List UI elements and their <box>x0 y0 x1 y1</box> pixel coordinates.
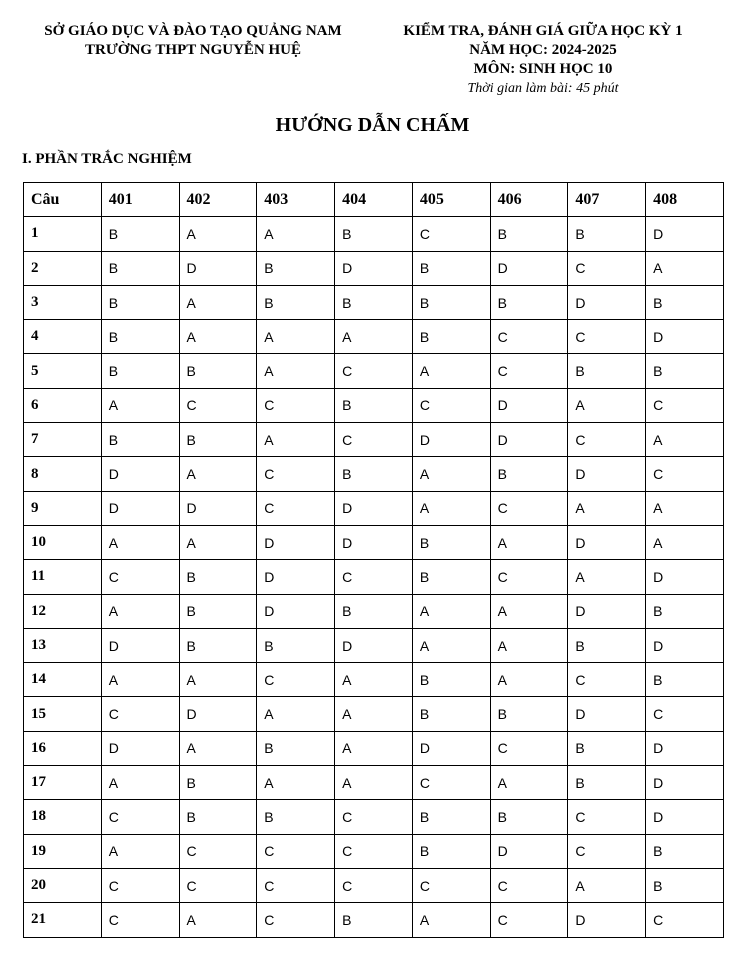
answer-cell: D <box>257 594 335 628</box>
answer-cell: B <box>257 628 335 662</box>
answer-cell: D <box>179 491 257 525</box>
answer-cell: D <box>490 423 568 457</box>
answer-cell: B <box>179 423 257 457</box>
answer-cell: A <box>412 628 490 662</box>
answer-cell: C <box>335 868 413 902</box>
answer-cell: D <box>568 285 646 319</box>
answer-cell: C <box>257 903 335 937</box>
table-row <box>24 560 724 594</box>
answer-cell: C <box>412 766 490 800</box>
answer-cell: A <box>101 594 179 628</box>
answer-cell: D <box>490 834 568 868</box>
section-title: I. PHẦN TRẮC NGHIỆM <box>22 151 192 167</box>
table-header-row <box>24 183 724 217</box>
answer-cell: B <box>335 388 413 422</box>
answer-cell: A <box>412 903 490 937</box>
answer-cell: D <box>179 697 257 731</box>
answer-cell: C <box>412 217 490 251</box>
table-row <box>24 491 724 525</box>
answer-cell: D <box>646 628 724 662</box>
column-header-question: Câu <box>24 183 102 217</box>
question-number-cell: 13 <box>24 628 102 662</box>
answer-cell: A <box>257 320 335 354</box>
answer-cell: B <box>179 628 257 662</box>
answer-cell: C <box>257 388 335 422</box>
answer-cell: B <box>101 320 179 354</box>
answer-cell: C <box>646 457 724 491</box>
answer-cell: B <box>646 663 724 697</box>
table-row <box>24 320 724 354</box>
answer-cell: B <box>412 800 490 834</box>
answer-cell: A <box>101 388 179 422</box>
answer-cell: A <box>568 560 646 594</box>
question-number-cell: 12 <box>24 594 102 628</box>
answer-cell: A <box>257 697 335 731</box>
answer-cell: C <box>568 251 646 285</box>
answer-cell: B <box>257 285 335 319</box>
answer-cell: D <box>335 628 413 662</box>
answer-cell: C <box>335 354 413 388</box>
question-number-cell: 3 <box>24 285 102 319</box>
answer-cell: A <box>646 251 724 285</box>
answer-cell: A <box>412 491 490 525</box>
answer-cell: C <box>335 560 413 594</box>
table-row <box>24 800 724 834</box>
table-row <box>24 423 724 457</box>
answer-cell: C <box>646 388 724 422</box>
question-number-cell: 15 <box>24 697 102 731</box>
subject: MÔN: SINH HỌC 10 <box>473 61 613 77</box>
table-row <box>24 663 724 697</box>
answer-cell: A <box>490 525 568 559</box>
answer-cell: D <box>568 594 646 628</box>
answer-cell: A <box>179 217 257 251</box>
answer-cell: D <box>335 251 413 285</box>
answer-cell: D <box>101 491 179 525</box>
answer-cell: C <box>646 903 724 937</box>
answer-cell: C <box>335 834 413 868</box>
answer-cell: A <box>335 320 413 354</box>
answer-cell: B <box>335 594 413 628</box>
answer-cell: D <box>412 423 490 457</box>
answer-cell: C <box>412 868 490 902</box>
answer-cell: D <box>179 251 257 285</box>
answer-cell: C <box>490 868 568 902</box>
column-header-exam-code: 401 <box>101 183 179 217</box>
answer-cell: D <box>646 731 724 765</box>
table-row <box>24 731 724 765</box>
answer-cell: C <box>568 423 646 457</box>
column-header-exam-code: 406 <box>490 183 568 217</box>
answer-cell: B <box>568 628 646 662</box>
answer-cell: A <box>646 423 724 457</box>
answer-cell: D <box>257 560 335 594</box>
table-row <box>24 525 724 559</box>
answer-cell: B <box>101 217 179 251</box>
time-limit: Thời gian làm bài: 45 phút <box>467 81 619 96</box>
answer-cell: A <box>179 285 257 319</box>
table-row <box>24 388 724 422</box>
answer-cell: B <box>101 285 179 319</box>
column-header-exam-code: 407 <box>568 183 646 217</box>
answer-cell: A <box>412 354 490 388</box>
answer-cell: B <box>646 354 724 388</box>
table-row <box>24 766 724 800</box>
answer-cell: B <box>646 868 724 902</box>
answer-cell: A <box>412 457 490 491</box>
answer-cell: A <box>335 766 413 800</box>
answer-cell: B <box>101 354 179 388</box>
answer-key-body <box>24 217 724 937</box>
answer-cell: D <box>335 491 413 525</box>
answer-cell: B <box>490 457 568 491</box>
answer-cell: B <box>179 594 257 628</box>
question-number-cell: 17 <box>24 766 102 800</box>
answer-cell: C <box>257 868 335 902</box>
question-number-cell: 8 <box>24 457 102 491</box>
answer-cell: A <box>101 663 179 697</box>
answer-cell: D <box>412 731 490 765</box>
answer-cell: C <box>101 697 179 731</box>
answer-cell: C <box>490 731 568 765</box>
answer-cell: B <box>412 285 490 319</box>
question-number-cell: 7 <box>24 423 102 457</box>
answer-cell: A <box>568 491 646 525</box>
answer-cell: B <box>412 525 490 559</box>
school-year: NĂM HỌC: 2024-2025 <box>469 42 617 58</box>
answer-cell: B <box>335 285 413 319</box>
answer-cell: C <box>568 320 646 354</box>
answer-cell: B <box>101 423 179 457</box>
question-number-cell: 21 <box>24 903 102 937</box>
department-name: SỞ GIÁO DỤC VÀ ĐÀO TẠO QUẢNG NAM <box>44 23 342 39</box>
answer-cell: D <box>646 560 724 594</box>
answer-cell: D <box>646 800 724 834</box>
table-row <box>24 251 724 285</box>
answer-cell: C <box>257 491 335 525</box>
question-number-cell: 16 <box>24 731 102 765</box>
table-row <box>24 868 724 902</box>
column-header-exam-code: 408 <box>646 183 724 217</box>
answer-cell: C <box>568 800 646 834</box>
answer-cell: A <box>490 663 568 697</box>
answer-cell: A <box>101 834 179 868</box>
answer-cell: B <box>490 217 568 251</box>
question-number-cell: 4 <box>24 320 102 354</box>
answer-cell: A <box>179 731 257 765</box>
exam-header <box>388 22 698 98</box>
answer-cell: A <box>568 388 646 422</box>
answer-cell: B <box>646 834 724 868</box>
answer-cell: A <box>490 628 568 662</box>
answer-cell: C <box>335 800 413 834</box>
answer-cell: D <box>101 457 179 491</box>
answer-cell: C <box>257 457 335 491</box>
answer-cell: B <box>179 766 257 800</box>
answer-cell: C <box>179 388 257 422</box>
table-row <box>24 354 724 388</box>
table-row <box>24 285 724 319</box>
column-header-exam-code: 402 <box>179 183 257 217</box>
answer-cell: C <box>179 868 257 902</box>
question-number-cell: 20 <box>24 868 102 902</box>
answer-cell: C <box>646 697 724 731</box>
question-number-cell: 14 <box>24 663 102 697</box>
answer-cell: D <box>568 457 646 491</box>
answer-cell: B <box>412 663 490 697</box>
answer-cell: A <box>179 457 257 491</box>
table-row <box>24 217 724 251</box>
answer-cell: B <box>646 594 724 628</box>
answer-key-table <box>23 182 724 938</box>
answer-cell: B <box>179 560 257 594</box>
answer-cell: A <box>412 594 490 628</box>
question-number-cell: 18 <box>24 800 102 834</box>
answer-cell: B <box>179 800 257 834</box>
answer-cell: B <box>335 217 413 251</box>
answer-cell: A <box>257 217 335 251</box>
answer-cell: B <box>179 354 257 388</box>
answer-cell: A <box>179 663 257 697</box>
answer-cell: A <box>568 868 646 902</box>
question-number-cell: 1 <box>24 217 102 251</box>
question-number-cell: 9 <box>24 491 102 525</box>
answer-cell: D <box>490 251 568 285</box>
question-number-cell: 5 <box>24 354 102 388</box>
column-header-exam-code: 405 <box>412 183 490 217</box>
answer-cell: A <box>257 766 335 800</box>
answer-cell: A <box>257 423 335 457</box>
answer-cell: C <box>101 560 179 594</box>
answer-cell: B <box>568 731 646 765</box>
table-row <box>24 834 724 868</box>
answer-cell: A <box>490 594 568 628</box>
answer-cell: A <box>179 320 257 354</box>
question-number-cell: 19 <box>24 834 102 868</box>
table-row <box>24 628 724 662</box>
answer-cell: C <box>101 868 179 902</box>
answer-cell: C <box>490 354 568 388</box>
answer-cell: C <box>257 663 335 697</box>
question-number-cell: 2 <box>24 251 102 285</box>
answer-cell: C <box>335 423 413 457</box>
answer-cell: D <box>101 628 179 662</box>
answer-cell: C <box>490 320 568 354</box>
answer-cell: C <box>412 388 490 422</box>
answer-cell: A <box>179 525 257 559</box>
answer-cell: A <box>335 731 413 765</box>
answer-cell: C <box>568 663 646 697</box>
question-number-cell: 10 <box>24 525 102 559</box>
answer-cell: C <box>257 834 335 868</box>
answer-cell: B <box>335 903 413 937</box>
answer-cell: A <box>101 525 179 559</box>
answer-cell: B <box>257 731 335 765</box>
table-row <box>24 697 724 731</box>
answer-cell: D <box>568 697 646 731</box>
answer-cell: C <box>101 800 179 834</box>
table-row <box>24 457 724 491</box>
answer-cell: D <box>335 525 413 559</box>
answer-cell: A <box>257 354 335 388</box>
answer-cell: D <box>568 525 646 559</box>
document-title: HƯỚNG DẪN CHẤM <box>275 114 470 136</box>
column-header-exam-code: 404 <box>335 183 413 217</box>
answer-cell: B <box>568 354 646 388</box>
answer-cell: B <box>490 285 568 319</box>
question-number-cell: 6 <box>24 388 102 422</box>
answer-cell: B <box>646 285 724 319</box>
answer-cell: B <box>101 251 179 285</box>
answer-cell: C <box>490 491 568 525</box>
answer-cell: A <box>179 903 257 937</box>
answer-cell: B <box>412 697 490 731</box>
answer-cell: B <box>568 217 646 251</box>
school-header <box>18 22 368 60</box>
answer-cell: A <box>335 663 413 697</box>
answer-cell: C <box>101 903 179 937</box>
table-row <box>24 594 724 628</box>
answer-cell: B <box>490 800 568 834</box>
school-name: TRƯỜNG THPT NGUYỄN HUỆ <box>85 42 301 58</box>
answer-cell: B <box>257 800 335 834</box>
answer-cell: C <box>179 834 257 868</box>
answer-cell: D <box>101 731 179 765</box>
answer-cell: D <box>568 903 646 937</box>
answer-cell: B <box>568 766 646 800</box>
answer-cell: D <box>646 320 724 354</box>
column-header-exam-code: 403 <box>257 183 335 217</box>
table-row <box>24 903 724 937</box>
answer-cell: C <box>568 834 646 868</box>
answer-cell: D <box>646 766 724 800</box>
answer-cell: A <box>101 766 179 800</box>
answer-cell: B <box>335 457 413 491</box>
exam-name: KIỂM TRA, ĐÁNH GIÁ GIỮA HỌC KỲ 1 <box>403 23 683 39</box>
answer-cell: D <box>646 217 724 251</box>
question-number-cell: 11 <box>24 560 102 594</box>
answer-cell: B <box>412 320 490 354</box>
answer-cell: A <box>335 697 413 731</box>
answer-cell: A <box>646 491 724 525</box>
answer-cell: C <box>490 560 568 594</box>
answer-cell: C <box>490 903 568 937</box>
answer-cell: B <box>490 697 568 731</box>
answer-cell: B <box>257 251 335 285</box>
answer-cell: D <box>257 525 335 559</box>
answer-cell: A <box>646 525 724 559</box>
answer-cell: B <box>412 251 490 285</box>
answer-cell: B <box>412 560 490 594</box>
answer-cell: B <box>412 834 490 868</box>
answer-cell: D <box>490 388 568 422</box>
answer-cell: A <box>490 766 568 800</box>
